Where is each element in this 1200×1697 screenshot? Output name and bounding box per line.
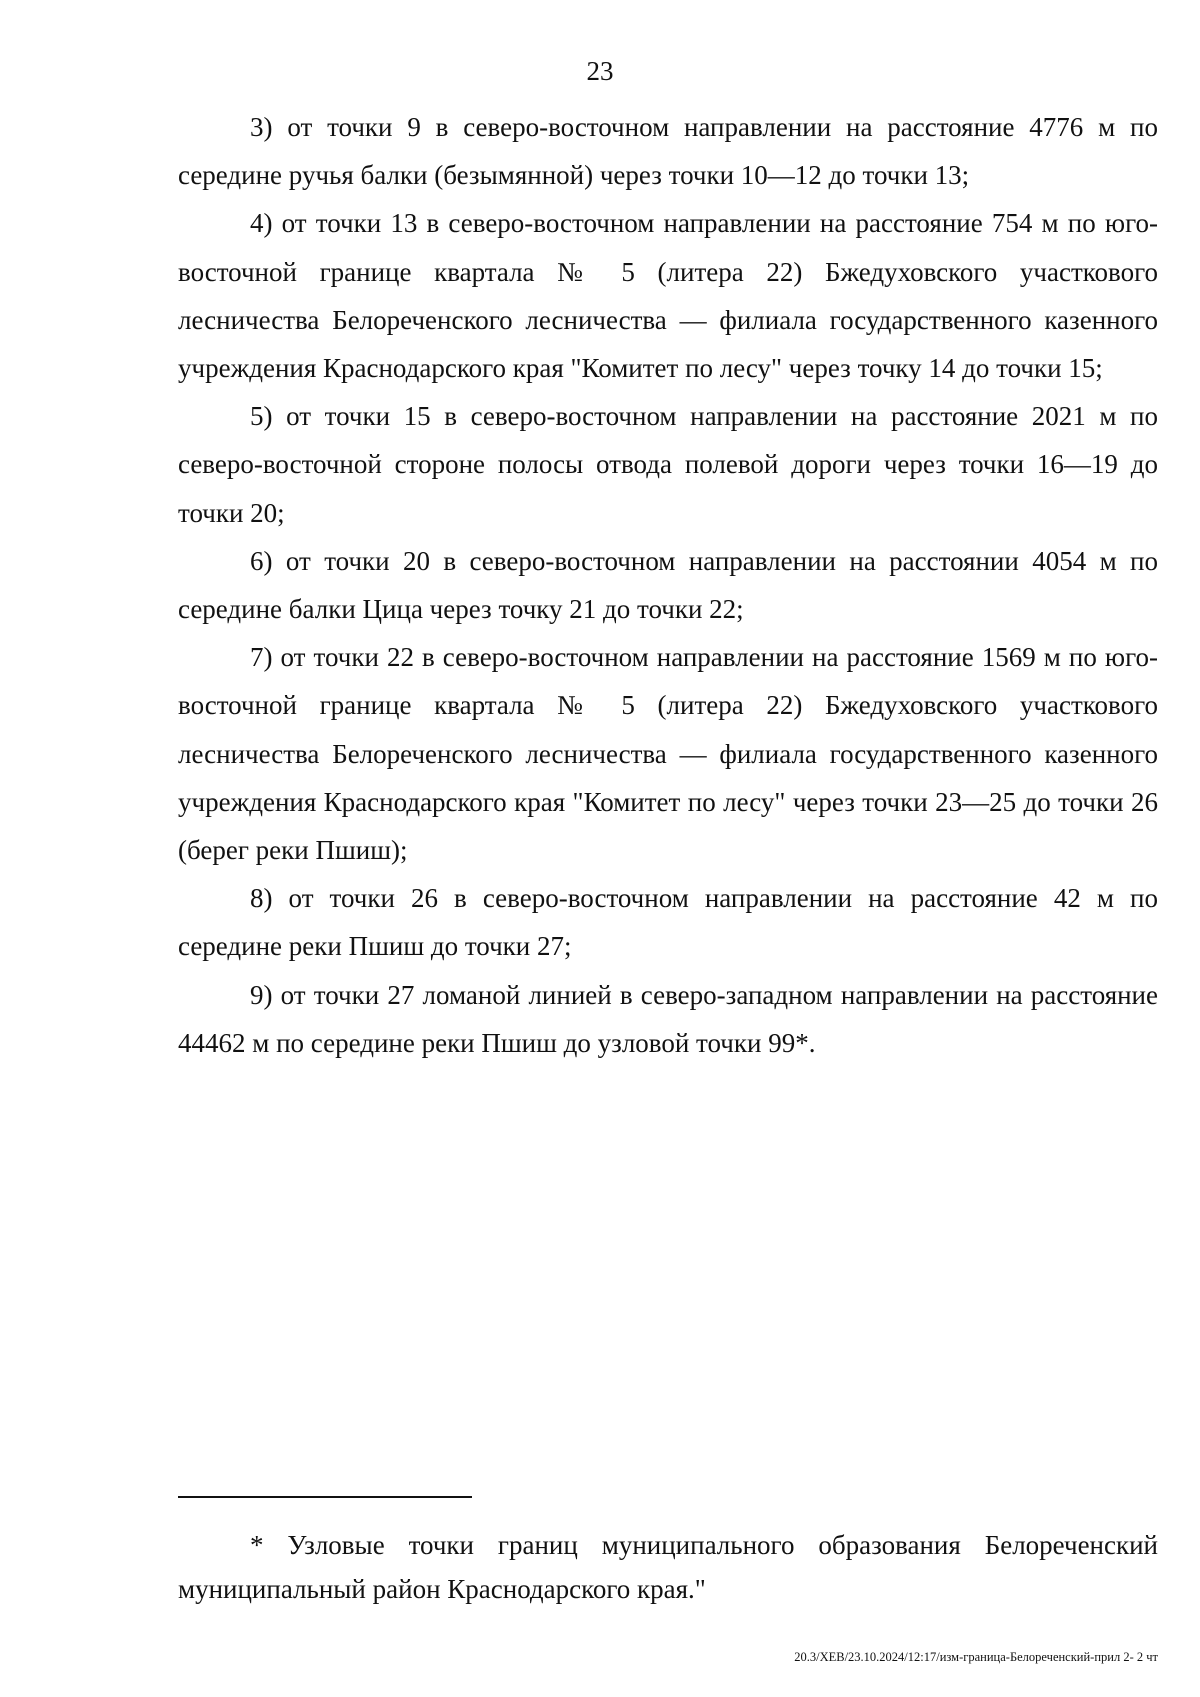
- boundary-paragraph-8: 8) от точки 26 в северо-восточном направлении на расстояние 42 м по середине реки Пшиш до точки 27;: [178, 883, 1158, 962]
- boundary-paragraph-7: 7) от точки 22 в северо-восточном направлении на расстояние 1569 м по юго-восточной границе квартала № 5 (литера 22) Бжедуховского участкового лесничества Белореченского лесничества — филиала государственного казенного учреждения Краснодарского края "Комитет по лесу" через точки 23—25 до точки 26 (берег реки Пшиш);: [178, 642, 1158, 866]
- footnote-separator: [178, 1496, 472, 1498]
- boundary-paragraph-3: 3) от точки 9 в северо-восточном направлении на расстояние 4776 м по середине ручья балки (безымянной) через точки 10—12 до точки 13;: [178, 112, 1158, 191]
- boundary-paragraph-4: 4) от точки 13 в северо-восточном направлении на расстояние 754 м по юго-восточной границе квартала № 5 (литера 22) Бжедуховского участкового лесничества Белореченского лесничества — филиала государственного казенного учреждения Краснодарского края "Комитет по лесу" через точку 14 до точки 15;: [178, 208, 1158, 384]
- page-number: 23: [586, 56, 614, 86]
- boundary-paragraph-6: 6) от точки 20 в северо-восточном направлении на расстоянии 4054 м по середине балки Цица через точку 21 до точки 22;: [178, 545, 1158, 625]
- footnote: * Узловые точки границ муниципального образования Белореченский муниципальный район Краснодарского края.": [178, 1530, 1158, 1604]
- boundary-paragraph-9: 9) от точки 27 ломаной линией в северо-западном направлении на расстояние 44462 м по середине реки Пшиш до узловой точки 99*.: [178, 979, 1158, 1058]
- document-code: 20.3/ХЕВ/23.10.2024/12:17/изм-граница-Белореченский-прил 2- 2 чт: [794, 1650, 1158, 1664]
- boundary-paragraph-5: 5) от точки 15 в северо-восточном направлении на расстояние 2021 м по северо-восточной стороне полосы отвода полевой дороги через точки 16—19 до точки 20;: [178, 401, 1158, 528]
- document-body: [178, 103, 1158, 1067]
